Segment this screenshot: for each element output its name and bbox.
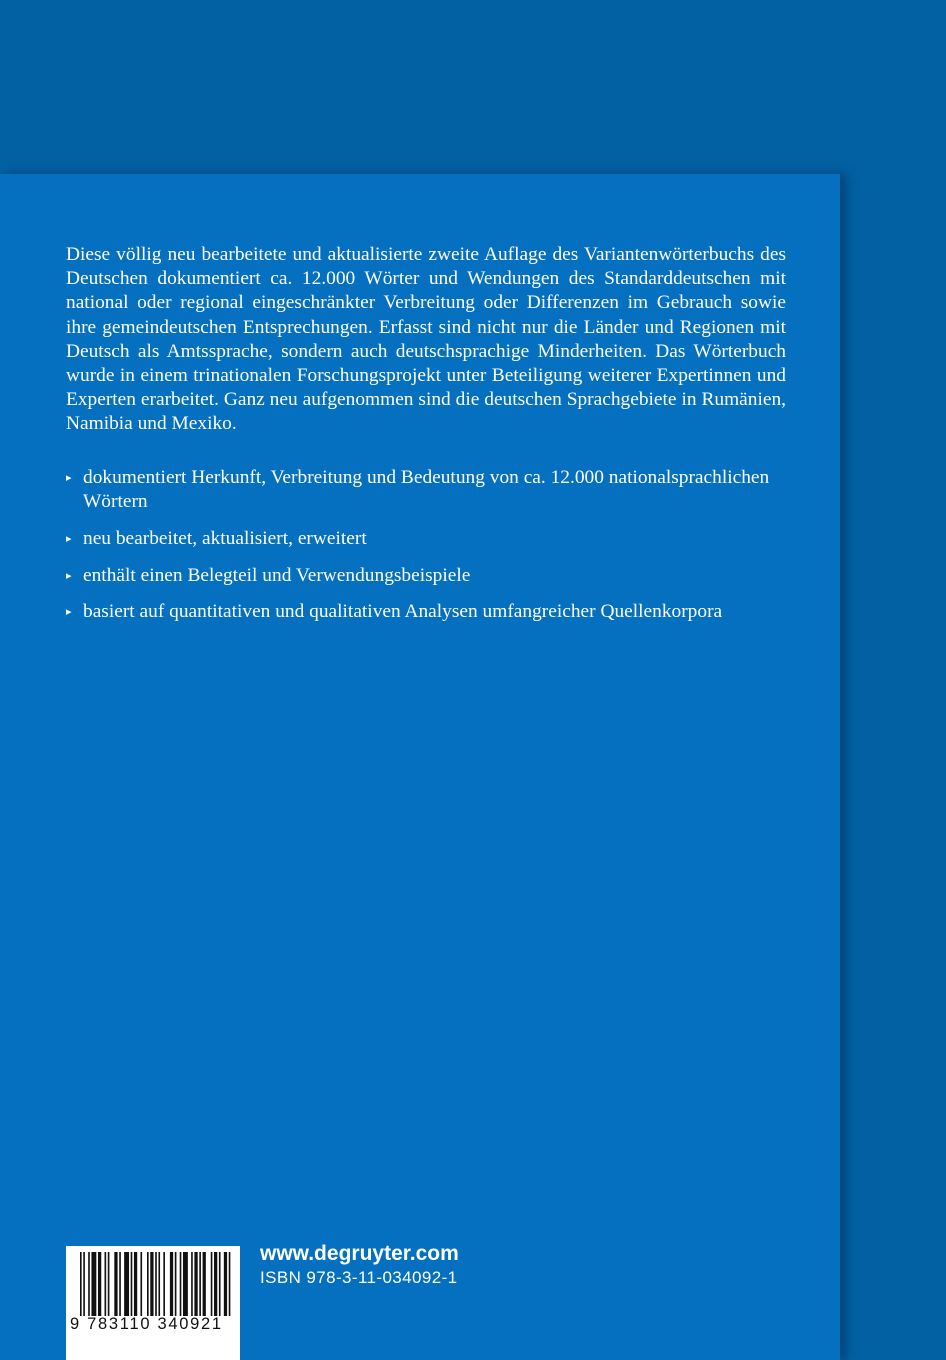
feature-text: basiert auf quantitativen und qualitativen Analysen umfangreicher Quellenkorpora (83, 601, 723, 623)
feature-item (66, 466, 786, 514)
isbn-number: ISBN 978-3-11-034092-1 (260, 1268, 458, 1287)
publisher-url: www.degruyter.com (260, 1242, 459, 1265)
triangle-right-icon: ▸ (66, 606, 72, 619)
triangle-right-icon: ▸ (66, 532, 72, 545)
feature-text: dokumentiert Herkunft, Verbreitung und Bedeutung von ca. 12.000 nationalsprachlichen Wörtern (83, 467, 770, 513)
feature-text: enthält einen Belegteil und Verwendungsbeispiele (83, 564, 471, 586)
barcode-bars-graphic (80, 1252, 232, 1316)
triangle-right-icon: ▸ (66, 472, 72, 484)
feature-item (66, 600, 786, 624)
feature-item (66, 527, 786, 551)
triangle-right-icon: ▸ (66, 569, 72, 582)
feature-item (66, 564, 786, 588)
barcode-digits: 9 783110 340921 (70, 1315, 223, 1333)
isbn-barcode (66, 1246, 240, 1360)
book-description: Diese völlig neu bearbeitete und aktualisierte zweite Auflage des Variantenwörterbuchs des Deutschen dokumentiert ca. 12.000 Wörter und Wendungen des Standarddeutschen mit national oder regional eingeschränkter Verbreitung oder Differenzen im Gebrauch sowie ihre gemeindeutschen Entsprechungen. Erfasst sind nicht nur die Länder und Regionen mit Deutsch als Amtssprache, sondern auch deutschsprachige Minderheiten. Das Wörterbuch wurde in einem trinationalen Forschungsprojekt unter Beteiligung weiterer Expertinnen und Experten erarbeitet. Ganz neu aufgenommen sind die deutschen Sprachgebiete in Rumänien, Namibia und Mexiko. (66, 244, 786, 435)
feature-list (66, 466, 786, 637)
feature-text: neu bearbeitet, aktualisiert, erweitert (83, 527, 367, 549)
